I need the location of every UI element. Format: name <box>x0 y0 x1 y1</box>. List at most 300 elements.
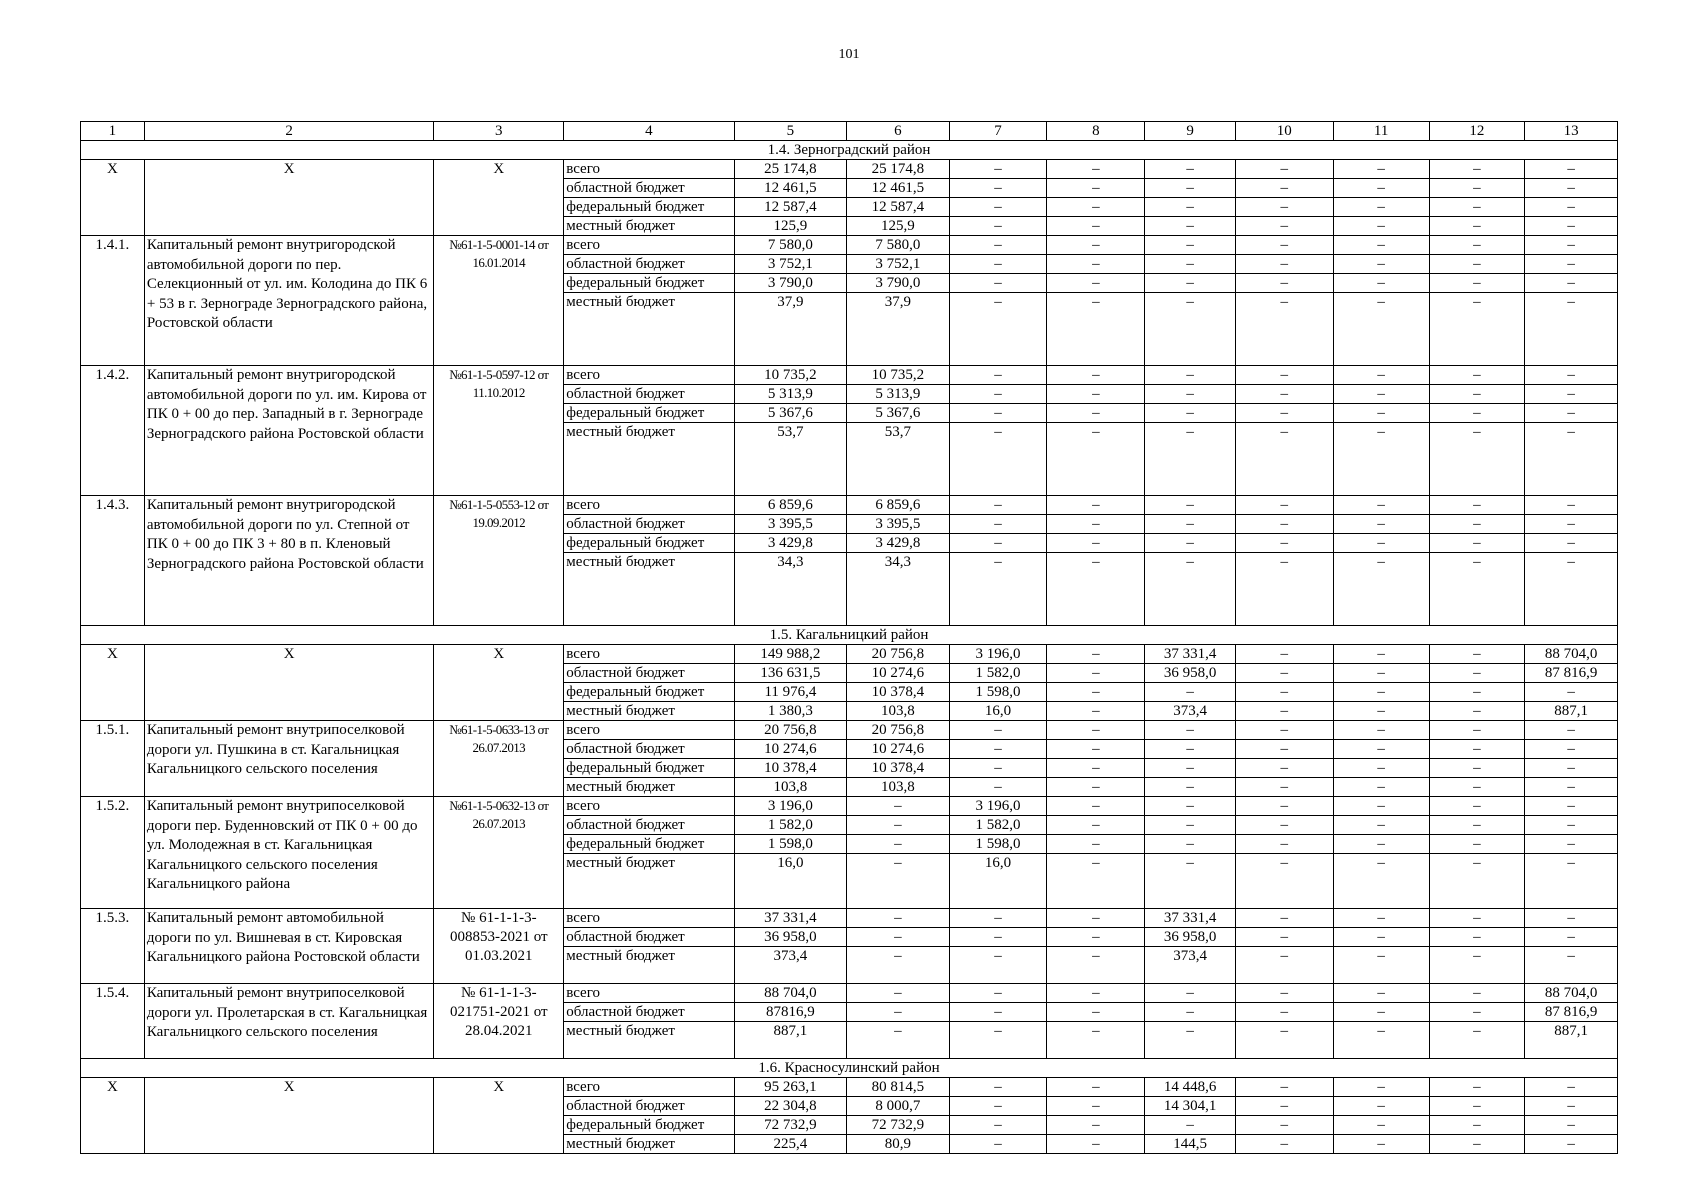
object-name: Капитальный ремонт внутрипоселковой дороги ул. Пролетарская в ст. Кагальницкая Кагальницкого сельского поселения <box>144 984 434 1059</box>
summary-doc: X <box>434 160 564 236</box>
object-number: 1.5.3. <box>81 909 145 984</box>
value-cell: 3 752,1 <box>734 255 847 274</box>
value-cell: – <box>1333 759 1429 778</box>
value-cell: – <box>1525 515 1618 534</box>
value-cell: – <box>1333 1135 1429 1154</box>
value-cell: – <box>1047 816 1145 835</box>
value-cell: – <box>1047 255 1145 274</box>
value-cell: – <box>1047 664 1145 683</box>
value-cell: – <box>1145 366 1235 385</box>
value-cell: 3 752,1 <box>847 255 949 274</box>
value-cell: – <box>1047 553 1145 626</box>
value-cell: – <box>1333 683 1429 702</box>
value-cell: – <box>1333 515 1429 534</box>
object-name: Капитальный ремонт внутрипоселковой дороги пер. Буденновский от ПК 0 + 00 до ул. Молодежная в ст. Кагальницкая Кагальницкого сельского поселения Кагальницкого района <box>144 797 434 909</box>
object-number: 1.4.2. <box>81 366 145 496</box>
value-cell: – <box>1429 255 1525 274</box>
value-cell: – <box>1235 702 1333 721</box>
value-cell: – <box>1235 778 1333 797</box>
value-cell: – <box>1145 740 1235 759</box>
expertise-doc: №61-1-5-0632-13 от 26.07.2013 <box>434 797 564 909</box>
value-cell: – <box>1429 1097 1525 1116</box>
value-cell: – <box>1333 274 1429 293</box>
value-cell: 37,9 <box>847 293 949 366</box>
budget-label: областной бюджет <box>564 816 734 835</box>
value-cell: – <box>1333 702 1429 721</box>
expertise-doc: №61-1-5-0553-12 от 19.09.2012 <box>434 496 564 626</box>
value-cell: 20 756,8 <box>847 645 949 664</box>
summary-num: X <box>81 160 145 236</box>
value-cell: – <box>1333 984 1429 1003</box>
value-cell: – <box>1235 179 1333 198</box>
value-cell: – <box>949 366 1047 385</box>
value-cell: – <box>1145 198 1235 217</box>
expertise-doc: №61-1-5-0001-14 от 16.01.2014 <box>434 236 564 366</box>
value-cell: – <box>1047 645 1145 664</box>
value-cell: 1 380,3 <box>734 702 847 721</box>
value-cell: – <box>1333 645 1429 664</box>
budget-label: всего <box>564 645 734 664</box>
value-cell: – <box>1333 496 1429 515</box>
summary-row <box>81 160 1618 179</box>
value-cell: – <box>1047 404 1145 423</box>
value-cell: – <box>1235 759 1333 778</box>
value-cell: 12 461,5 <box>847 179 949 198</box>
section-title: 1.5. Кагальницкий район <box>81 626 1618 645</box>
value-cell: 3 196,0 <box>949 645 1047 664</box>
value-cell: 1 598,0 <box>949 683 1047 702</box>
value-cell: – <box>1235 1116 1333 1135</box>
value-cell: – <box>1525 797 1618 816</box>
object-row <box>81 984 1618 1003</box>
section-title: 1.6. Красносулинский район <box>81 1059 1618 1078</box>
value-cell: – <box>1429 740 1525 759</box>
value-cell: – <box>949 534 1047 553</box>
value-cell: – <box>1429 553 1525 626</box>
object-row <box>81 909 1618 928</box>
value-cell: 14 304,1 <box>1145 1097 1235 1116</box>
value-cell: – <box>1145 255 1235 274</box>
budget-label: областной бюджет <box>564 179 734 198</box>
value-cell: 6 859,6 <box>734 496 847 515</box>
value-cell: – <box>1429 947 1525 984</box>
value-cell: – <box>1525 198 1618 217</box>
object-number: 1.4.3. <box>81 496 145 626</box>
value-cell: – <box>1525 255 1618 274</box>
value-cell: – <box>1429 236 1525 255</box>
value-cell: – <box>1047 179 1145 198</box>
object-name: Капитальный ремонт автомобильной дороги по ул. Вишневая в ст. Кировская Кагальницкого района Ростовской области <box>144 909 434 984</box>
value-cell: – <box>1333 385 1429 404</box>
value-cell: – <box>1145 236 1235 255</box>
value-cell: – <box>1525 293 1618 366</box>
column-header: 1 <box>81 122 145 141</box>
value-cell: 11 976,4 <box>734 683 847 702</box>
value-cell: 53,7 <box>847 423 949 496</box>
value-cell: – <box>1145 385 1235 404</box>
budget-label: федеральный бюджет <box>564 404 734 423</box>
value-cell: 10 274,6 <box>734 740 847 759</box>
value-cell: – <box>949 274 1047 293</box>
value-cell: – <box>1429 816 1525 835</box>
value-cell: – <box>1429 778 1525 797</box>
value-cell: – <box>1047 217 1145 236</box>
value-cell: – <box>1525 721 1618 740</box>
budget-label: всего <box>564 797 734 816</box>
object-number: 1.5.1. <box>81 721 145 797</box>
expertise-doc: № 61-1-1-3-021751-2021 от 28.04.2021 <box>434 984 564 1059</box>
value-cell: 887,1 <box>1525 702 1618 721</box>
value-cell: 10 378,4 <box>847 759 949 778</box>
value-cell: 103,8 <box>847 778 949 797</box>
value-cell: – <box>1333 664 1429 683</box>
value-cell: – <box>1525 835 1618 854</box>
budget-label: всего <box>564 366 734 385</box>
value-cell: – <box>1047 236 1145 255</box>
value-cell: – <box>1047 293 1145 366</box>
value-cell: – <box>1429 928 1525 947</box>
value-cell: – <box>1333 740 1429 759</box>
value-cell: – <box>1525 778 1618 797</box>
value-cell: – <box>949 928 1047 947</box>
value-cell: – <box>949 947 1047 984</box>
value-cell: – <box>1235 721 1333 740</box>
value-cell: 1 598,0 <box>734 835 847 854</box>
value-cell: 72 732,9 <box>847 1116 949 1135</box>
value-cell: 3 395,5 <box>847 515 949 534</box>
value-cell: – <box>1333 179 1429 198</box>
value-cell: 373,4 <box>734 947 847 984</box>
value-cell: – <box>1047 928 1145 947</box>
value-cell: 103,8 <box>734 778 847 797</box>
value-cell: 1 582,0 <box>949 816 1047 835</box>
value-cell: 144,5 <box>1145 1135 1235 1154</box>
value-cell: – <box>1235 1135 1333 1154</box>
value-cell: – <box>847 835 949 854</box>
value-cell: – <box>1525 909 1618 928</box>
value-cell: – <box>949 236 1047 255</box>
value-cell: 1 582,0 <box>734 816 847 835</box>
value-cell: – <box>1235 274 1333 293</box>
value-cell: – <box>1525 683 1618 702</box>
budget-label: местный бюджет <box>564 217 734 236</box>
summary-num: X <box>81 645 145 721</box>
value-cell: – <box>949 293 1047 366</box>
value-cell: 6 859,6 <box>847 496 949 515</box>
value-cell: 7 580,0 <box>847 236 949 255</box>
value-cell: – <box>1333 553 1429 626</box>
budget-label: областной бюджет <box>564 1097 734 1116</box>
summary-doc: X <box>434 1078 564 1154</box>
value-cell: – <box>1047 1116 1145 1135</box>
value-cell: – <box>949 1097 1047 1116</box>
value-cell: – <box>1525 854 1618 909</box>
value-cell: – <box>1429 702 1525 721</box>
value-cell: – <box>1429 1078 1525 1097</box>
value-cell: – <box>1429 366 1525 385</box>
value-cell: 1 598,0 <box>949 835 1047 854</box>
summary-name: X <box>144 645 434 721</box>
value-cell: – <box>1235 515 1333 534</box>
value-cell: 887,1 <box>1525 1022 1618 1059</box>
object-row <box>81 366 1618 385</box>
object-row <box>81 721 1618 740</box>
value-cell: – <box>1235 198 1333 217</box>
value-cell: – <box>1235 217 1333 236</box>
object-number: 1.4.1. <box>81 236 145 366</box>
value-cell: 88 704,0 <box>1525 645 1618 664</box>
value-cell: 3 790,0 <box>734 274 847 293</box>
value-cell: – <box>1235 293 1333 366</box>
value-cell: – <box>1429 835 1525 854</box>
value-cell: 20 756,8 <box>734 721 847 740</box>
value-cell: 136 631,5 <box>734 664 847 683</box>
value-cell: – <box>1525 385 1618 404</box>
value-cell: 887,1 <box>734 1022 847 1059</box>
value-cell: – <box>1235 909 1333 928</box>
budget-label: федеральный бюджет <box>564 534 734 553</box>
value-cell: – <box>1333 160 1429 179</box>
value-cell: – <box>949 1135 1047 1154</box>
budget-label: местный бюджет <box>564 778 734 797</box>
budget-label: областной бюджет <box>564 740 734 759</box>
value-cell: – <box>1429 1003 1525 1022</box>
value-cell: – <box>1047 778 1145 797</box>
value-cell: – <box>1333 816 1429 835</box>
column-header: 10 <box>1235 122 1333 141</box>
value-cell: – <box>1333 835 1429 854</box>
value-cell: – <box>1047 1135 1145 1154</box>
value-cell: 34,3 <box>734 553 847 626</box>
value-cell: 3 196,0 <box>734 797 847 816</box>
value-cell: – <box>1235 947 1333 984</box>
value-cell: 25 174,8 <box>734 160 847 179</box>
value-cell: – <box>1047 1022 1145 1059</box>
column-header: 7 <box>949 122 1047 141</box>
value-cell: – <box>1333 366 1429 385</box>
value-cell: – <box>1145 778 1235 797</box>
value-cell: – <box>1145 160 1235 179</box>
value-cell: 87816,9 <box>734 1003 847 1022</box>
value-cell: – <box>1429 721 1525 740</box>
section-row <box>81 1059 1618 1078</box>
value-cell: – <box>1429 909 1525 928</box>
value-cell: 12 587,4 <box>734 198 847 217</box>
budget-label: всего <box>564 1078 734 1097</box>
value-cell: 225,4 <box>734 1135 847 1154</box>
expertise-doc: №61-1-5-0633-13 от 26.07.2013 <box>434 721 564 797</box>
value-cell: – <box>1145 423 1235 496</box>
summary-name: X <box>144 160 434 236</box>
value-cell: – <box>949 198 1047 217</box>
value-cell: – <box>1047 1097 1145 1116</box>
value-cell: 14 448,6 <box>1145 1078 1235 1097</box>
value-cell: – <box>949 515 1047 534</box>
budget-label: областной бюджет <box>564 385 734 404</box>
value-cell: – <box>949 984 1047 1003</box>
column-header: 4 <box>564 122 734 141</box>
value-cell: – <box>1145 683 1235 702</box>
value-cell: 3 196,0 <box>949 797 1047 816</box>
value-cell: – <box>1333 255 1429 274</box>
value-cell: – <box>1333 404 1429 423</box>
value-cell: – <box>1429 198 1525 217</box>
value-cell: – <box>1333 797 1429 816</box>
object-number: 1.5.4. <box>81 984 145 1059</box>
value-cell: 37 331,4 <box>1145 645 1235 664</box>
value-cell: – <box>949 160 1047 179</box>
value-cell: 3 790,0 <box>847 274 949 293</box>
value-cell: – <box>1145 496 1235 515</box>
value-cell: – <box>1429 385 1525 404</box>
value-cell: – <box>1525 553 1618 626</box>
value-cell: – <box>1333 236 1429 255</box>
value-cell: 36 958,0 <box>1145 664 1235 683</box>
value-cell: – <box>1333 1078 1429 1097</box>
value-cell: 8 000,7 <box>847 1097 949 1116</box>
value-cell: – <box>1047 947 1145 984</box>
value-cell: 5 367,6 <box>734 404 847 423</box>
value-cell: – <box>1525 534 1618 553</box>
value-cell: – <box>847 928 949 947</box>
value-cell: – <box>1525 179 1618 198</box>
value-cell: – <box>949 404 1047 423</box>
column-header: 13 <box>1525 122 1618 141</box>
value-cell: 37 331,4 <box>1145 909 1235 928</box>
value-cell: 1 582,0 <box>949 664 1047 683</box>
summary-name: X <box>144 1078 434 1154</box>
value-cell: – <box>1235 928 1333 947</box>
value-cell: – <box>1047 854 1145 909</box>
budget-table <box>80 121 1618 1154</box>
value-cell: – <box>1429 1135 1525 1154</box>
value-cell: 10 735,2 <box>847 366 949 385</box>
budget-label: всего <box>564 984 734 1003</box>
value-cell: – <box>1525 1078 1618 1097</box>
value-cell: – <box>1235 423 1333 496</box>
value-cell: – <box>1333 1003 1429 1022</box>
value-cell: – <box>1145 816 1235 835</box>
value-cell: – <box>1235 385 1333 404</box>
value-cell: – <box>1047 160 1145 179</box>
value-cell: – <box>1145 1003 1235 1022</box>
value-cell: 10 735,2 <box>734 366 847 385</box>
value-cell: – <box>1525 366 1618 385</box>
budget-label: всего <box>564 160 734 179</box>
budget-label: областной бюджет <box>564 928 734 947</box>
budget-label: местный бюджет <box>564 553 734 626</box>
value-cell: – <box>847 947 949 984</box>
value-cell: 3 429,8 <box>847 534 949 553</box>
value-cell: – <box>1145 797 1235 816</box>
budget-label: местный бюджет <box>564 947 734 984</box>
budget-label: областной бюджет <box>564 515 734 534</box>
value-cell: – <box>1429 683 1525 702</box>
value-cell: – <box>1047 740 1145 759</box>
value-cell: – <box>1145 274 1235 293</box>
value-cell: 95 263,1 <box>734 1078 847 1097</box>
value-cell: – <box>1145 179 1235 198</box>
budget-label: всего <box>564 236 734 255</box>
value-cell: – <box>1429 1022 1525 1059</box>
value-cell: – <box>1525 740 1618 759</box>
value-cell: – <box>1047 423 1145 496</box>
value-cell: – <box>1429 984 1525 1003</box>
budget-label: всего <box>564 496 734 515</box>
value-cell: 16,0 <box>734 854 847 909</box>
value-cell: 103,8 <box>847 702 949 721</box>
value-cell: – <box>1235 1003 1333 1022</box>
value-cell: – <box>1235 496 1333 515</box>
value-cell: – <box>1333 534 1429 553</box>
value-cell: – <box>949 1022 1047 1059</box>
value-cell: – <box>847 1022 949 1059</box>
value-cell: – <box>1525 1097 1618 1116</box>
section-row <box>81 141 1618 160</box>
value-cell: 80 814,5 <box>847 1078 949 1097</box>
value-cell: – <box>1525 217 1618 236</box>
value-cell: – <box>1235 1097 1333 1116</box>
value-cell: – <box>1525 496 1618 515</box>
value-cell: – <box>949 721 1047 740</box>
value-cell: – <box>1145 1022 1235 1059</box>
budget-label: всего <box>564 721 734 740</box>
value-cell: – <box>847 854 949 909</box>
value-cell: – <box>1145 854 1235 909</box>
value-cell: 12 461,5 <box>734 179 847 198</box>
value-cell: – <box>1333 721 1429 740</box>
value-cell: 16,0 <box>949 702 1047 721</box>
value-cell: – <box>1525 947 1618 984</box>
value-cell: – <box>1429 179 1525 198</box>
budget-label: федеральный бюджет <box>564 835 734 854</box>
value-cell: – <box>1429 217 1525 236</box>
value-cell: – <box>1235 1078 1333 1097</box>
budget-label: областной бюджет <box>564 255 734 274</box>
expertise-doc: № 61-1-1-3-008853-2021 от 01.03.2021 <box>434 909 564 984</box>
value-cell: – <box>847 797 949 816</box>
value-cell: 10 274,6 <box>847 740 949 759</box>
value-cell: – <box>1047 515 1145 534</box>
value-cell: – <box>1333 1022 1429 1059</box>
column-header: 8 <box>1047 122 1145 141</box>
value-cell: – <box>1333 928 1429 947</box>
value-cell: 37,9 <box>734 293 847 366</box>
object-name: Капитальный ремонт внутригородской автомобильной дороги по ул. им. Кирова от ПК 0 + 00 до пер. Западный в г. Зернограде Зерноградского района Ростовской области <box>144 366 434 496</box>
value-cell: – <box>847 984 949 1003</box>
value-cell: – <box>1047 909 1145 928</box>
value-cell: – <box>1333 1097 1429 1116</box>
value-cell: 53,7 <box>734 423 847 496</box>
value-cell: 5 313,9 <box>847 385 949 404</box>
header-row <box>81 122 1618 141</box>
object-row <box>81 236 1618 255</box>
value-cell: – <box>1429 645 1525 664</box>
value-cell: – <box>1429 534 1525 553</box>
value-cell: 125,9 <box>734 217 847 236</box>
value-cell: – <box>949 217 1047 236</box>
value-cell: 80,9 <box>847 1135 949 1154</box>
value-cell: – <box>949 740 1047 759</box>
expertise-doc: №61-1-5-0597-12 от 11.10.2012 <box>434 366 564 496</box>
column-header: 12 <box>1429 122 1525 141</box>
value-cell: – <box>1429 664 1525 683</box>
value-cell: – <box>1235 236 1333 255</box>
value-cell: – <box>1525 404 1618 423</box>
value-cell: 88 704,0 <box>734 984 847 1003</box>
column-header: 2 <box>144 122 434 141</box>
value-cell: 10 378,4 <box>734 759 847 778</box>
